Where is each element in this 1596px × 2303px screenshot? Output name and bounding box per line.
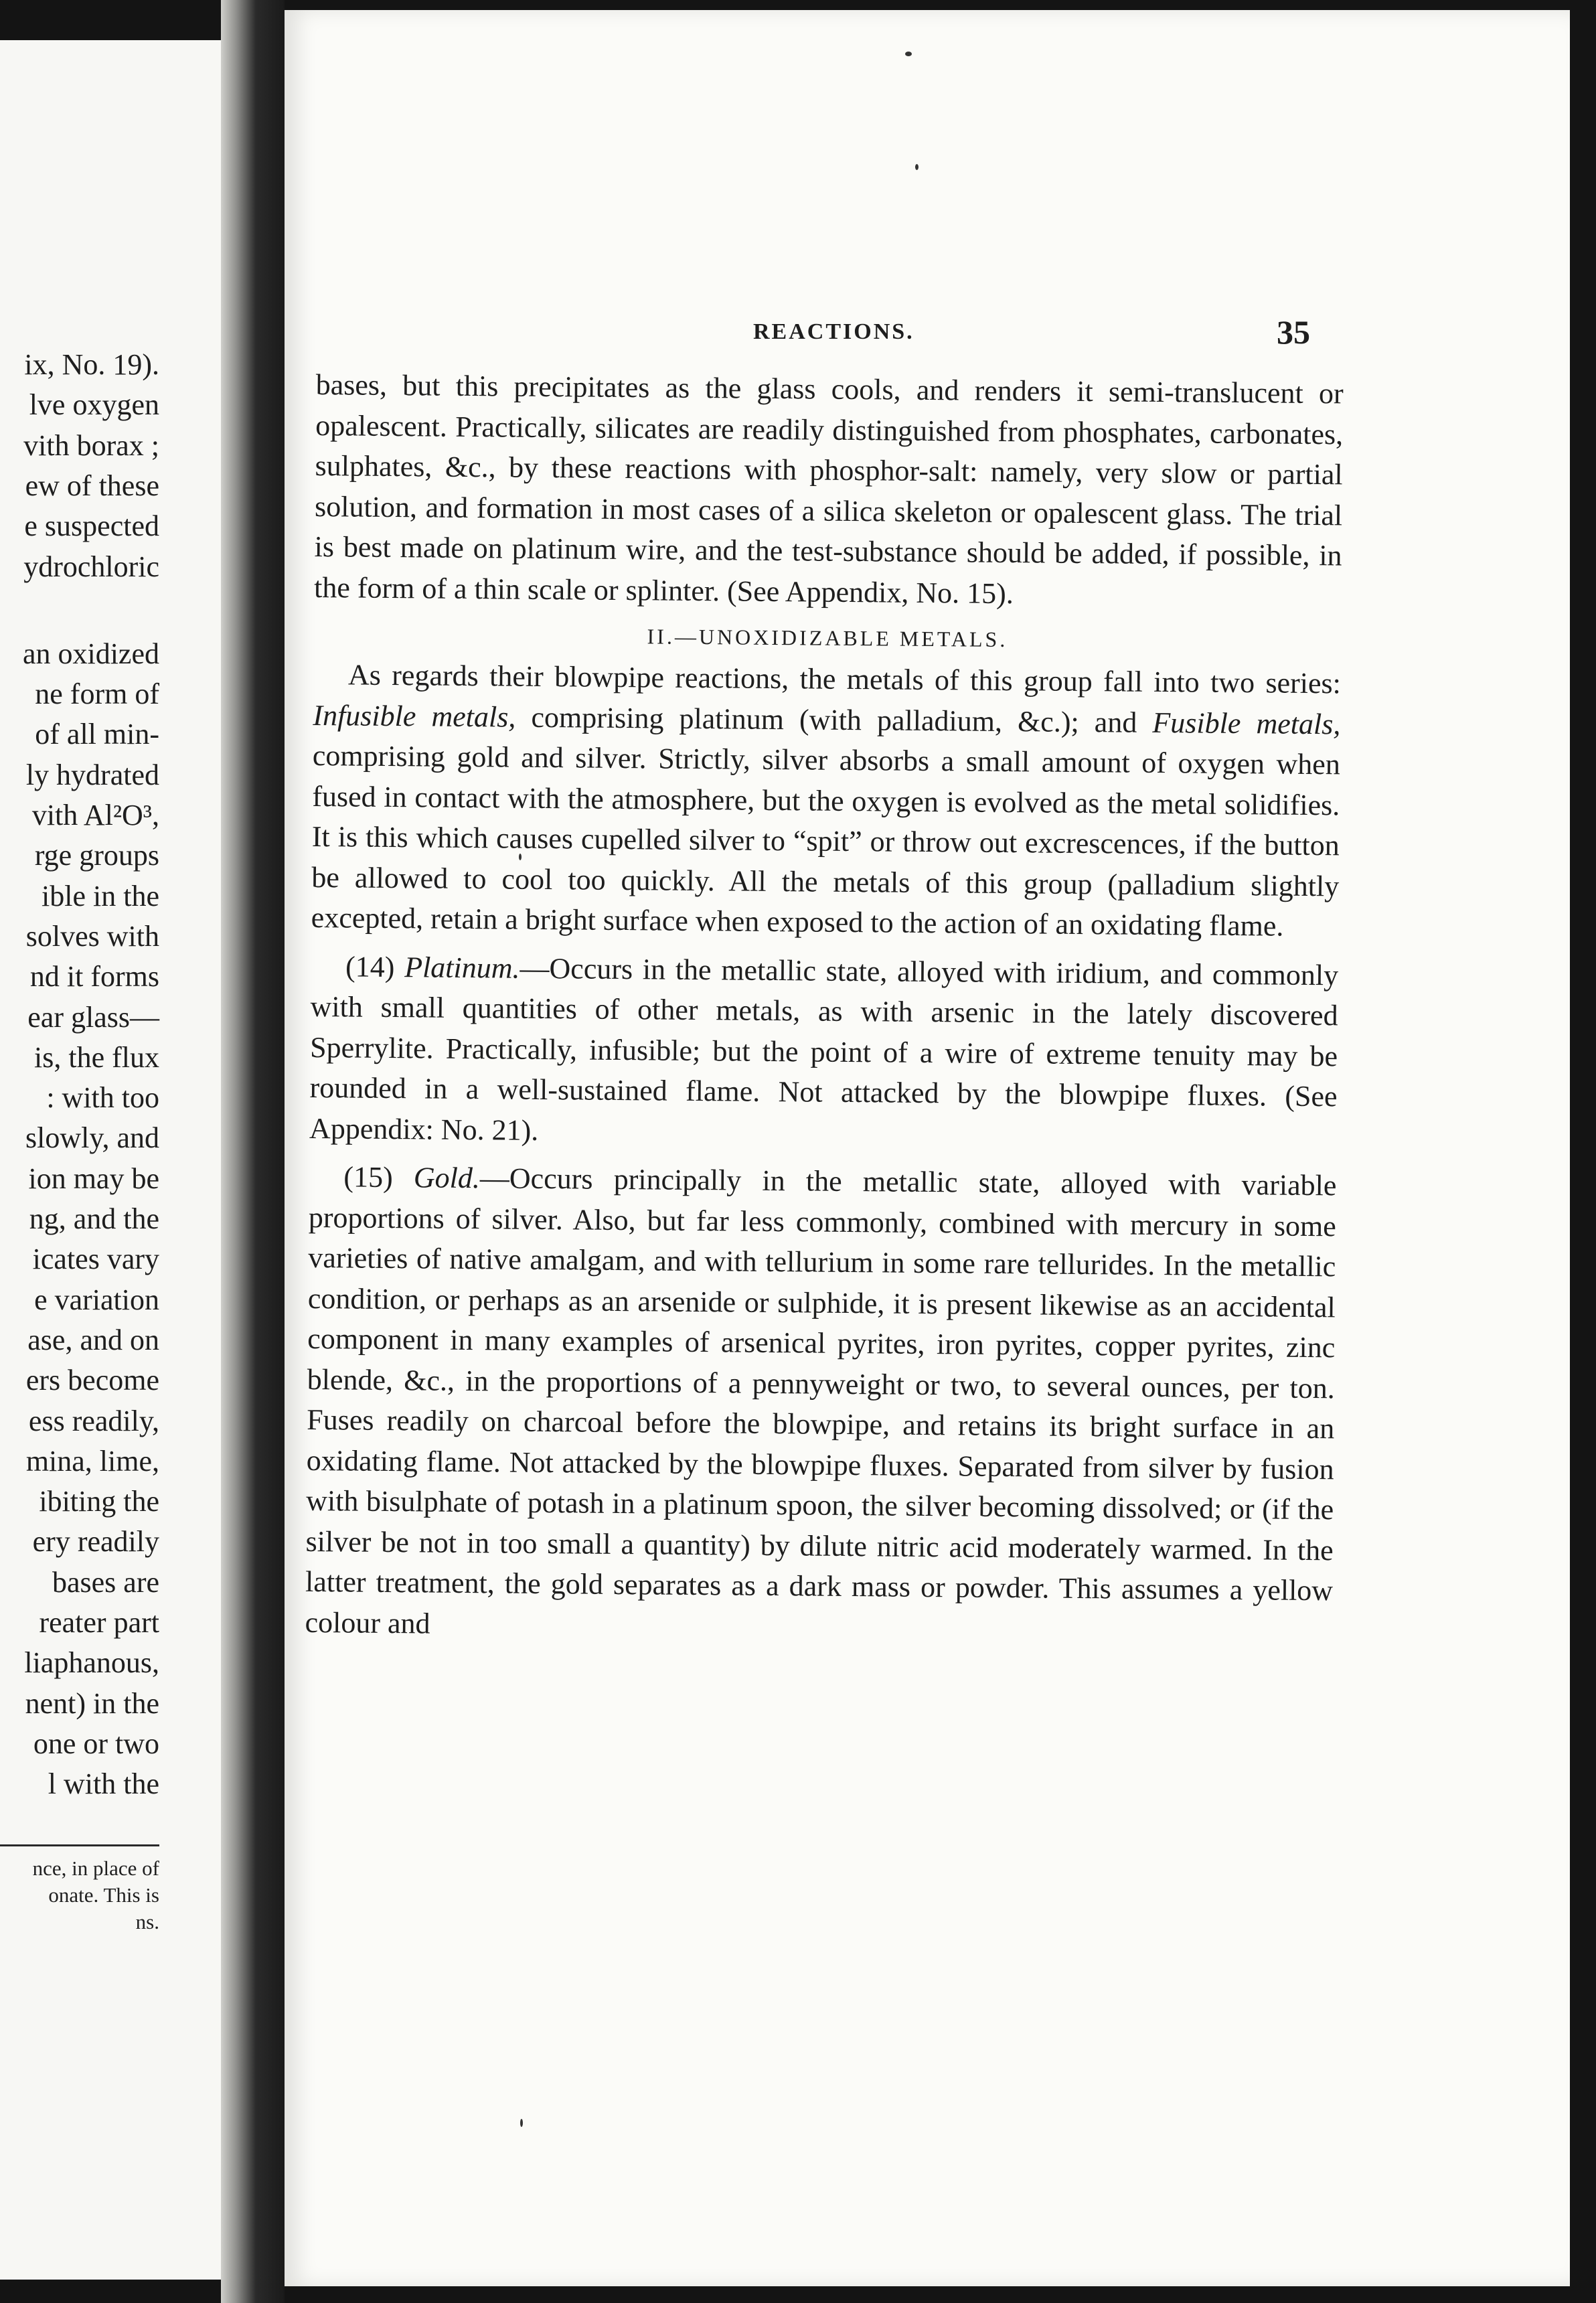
italic-term: Fusible metals, [1152, 706, 1341, 740]
previous-page-line: bases are [52, 1565, 159, 1599]
previous-page-line: ible in the [42, 879, 159, 912]
italic-term: Infusible metals, [313, 698, 516, 734]
paragraph-text: comprising platinum (with palladium, &c.); and [515, 700, 1153, 739]
entry-title: Platinum. [404, 950, 520, 985]
previous-page-line: an oxidized [22, 637, 159, 670]
previous-page-line: ew of these [25, 469, 159, 502]
previous-page-line: ng, and the [29, 1202, 159, 1235]
paragraph-text: comprising gold and silver. Strictly, silver absorbs a small amount of oxygen when fused in contact with the atmosphere, but the oxygen is evolved as the metal solidifies. It is this which causes cupelled silver to “spit” or throw out excrescences, if the button be allowed to cool too quickly. All the metals of this group (palladium slightly excepted, retain a bright surface when exposed to the action of an oxidating flame. [311, 738, 1341, 943]
paragraph-unoxidizable-metals [311, 655, 1342, 947]
previous-page-line: ibiting the [39, 1485, 159, 1518]
scan-speck [905, 52, 912, 56]
previous-page-line: is, the flux [34, 1040, 159, 1074]
body-text [305, 365, 1344, 1652]
previous-page-line: ery readily [32, 1525, 159, 1559]
previous-page-line: one or two [33, 1727, 159, 1760]
footnote-line: onate. This is [48, 1883, 159, 1907]
paragraph-text: —Occurs principally in the metallic state, alloyed with variable proportions of silver. Also, but far less commonly, combined with mercury in some varieties of native amalgam, and with tellurium in some rare tellurides. In the metallic condition, or perhaps as an arsenide or sulphide, it is present likewise as an accidental component in many examples of arsenical pyrites, iron pyrites, copper pyrites, zinc blende, &c., in the proportions of a pennyweight or two, to several ounces, per ton. Fuses readily on charcoal before the blowpipe, and retains its bright surface in an oxidating flame. Not attacked by the blowpipe fluxes. Separated from silver by fusion with bisulphate of potash in a platinum spoon, the silver becoming dissolved; or (if the silver be not in too small a quantity) by dilute nitric acid moderately warmed. In the latter treatment, the gold separates as a dark mass or powder. This assumes a yellow colour and [305, 1162, 1337, 1640]
entry-number: (15) [343, 1160, 414, 1194]
previous-page-line: liaphanous, [24, 1646, 159, 1680]
previous-page-line: ear glass— [27, 1000, 159, 1034]
previous-page-line: e suspected [24, 509, 159, 543]
previous-page-line: ly hydrated [25, 758, 159, 791]
footnote-rule [0, 1844, 159, 1846]
page [285, 10, 1570, 2286]
entry-number: (14) [345, 949, 405, 983]
footnote-line: ns. [135, 1910, 159, 1933]
previous-page-line: ers become [25, 1364, 159, 1397]
previous-page-line: of all min- [35, 718, 159, 751]
previous-page-line: vith Al²O³, [31, 799, 159, 831]
previous-page-line: mina, lime, [25, 1444, 159, 1478]
previous-page-line: slowly, and [25, 1121, 159, 1155]
book-gutter [221, 0, 285, 2303]
previous-page-line: e variation [34, 1283, 159, 1316]
previous-page-line: reater part [39, 1606, 159, 1639]
previous-page-line: solves with [25, 919, 159, 953]
page-header [285, 311, 1570, 358]
previous-page-line: vith borax ; [23, 428, 159, 462]
paragraph-continuation: bases, but this precipitates as the glass cools, and renders it semi-translucent or opalescent. Practically, silicates are readily distinguished from phosphates, carbonates, sulphates, &c., by these reactions with phosphor-salt: namely, very slow or partial solution, and formation in most cases of a silica skeleton or opalescent glass. The trial is best made on platinum wire, and the test-substance should be added, if possible, in the form of a thin scale or splinter. (See Appendix, No. 15). [313, 368, 1344, 610]
scan-speck [915, 164, 919, 170]
section-heading: II.—UNOXIDIZABLE METALS. [647, 624, 1008, 652]
previous-page-line: lve oxygen [29, 388, 159, 422]
previous-page-line: ess readily, [28, 1404, 159, 1437]
previous-page-line: ion may be [28, 1162, 159, 1195]
previous-page-line: ix, No. 19). [24, 348, 159, 381]
paragraph-platinum [309, 946, 1339, 1158]
previous-page-line: : with too [46, 1081, 159, 1115]
previous-page-line: rge groups [34, 839, 159, 872]
previous-page-line: l with the [48, 1767, 159, 1801]
paragraph-text: —Occurs in the metallic state, alloyed with iridium, and commonly with small quantities of other metals, as with arsenic in the lately discovered Sperrylite. Practically, infusible; but the point of a wire of extreme tenuity may be rounded in a well-sustained flame. Not attacked by the blowpipe fluxes. (See Appendix: No. 21). [309, 951, 1339, 1147]
previous-page-line: nd it forms [29, 960, 159, 994]
footnote-line: nce, in place of [32, 1856, 159, 1880]
paragraph-text: As regards their blowpipe reactions, the metals of this group fall into two series: [347, 658, 1342, 700]
previous-page-line: ase, and on [27, 1323, 159, 1356]
scan-speck [520, 2119, 523, 2127]
previous-page-line: nent) in the [25, 1686, 159, 1720]
previous-page-line: ydrochloric [23, 550, 159, 583]
previous-page-line: ne form of [35, 678, 159, 711]
entry-title: Gold. [413, 1161, 481, 1195]
previous-page-line: icates vary [32, 1243, 159, 1276]
previous-page-fragment [0, 40, 221, 2280]
running-head: REACTIONS. [753, 319, 914, 344]
page-number: 35 [1277, 313, 1310, 351]
paragraph-gold [305, 1157, 1336, 1652]
